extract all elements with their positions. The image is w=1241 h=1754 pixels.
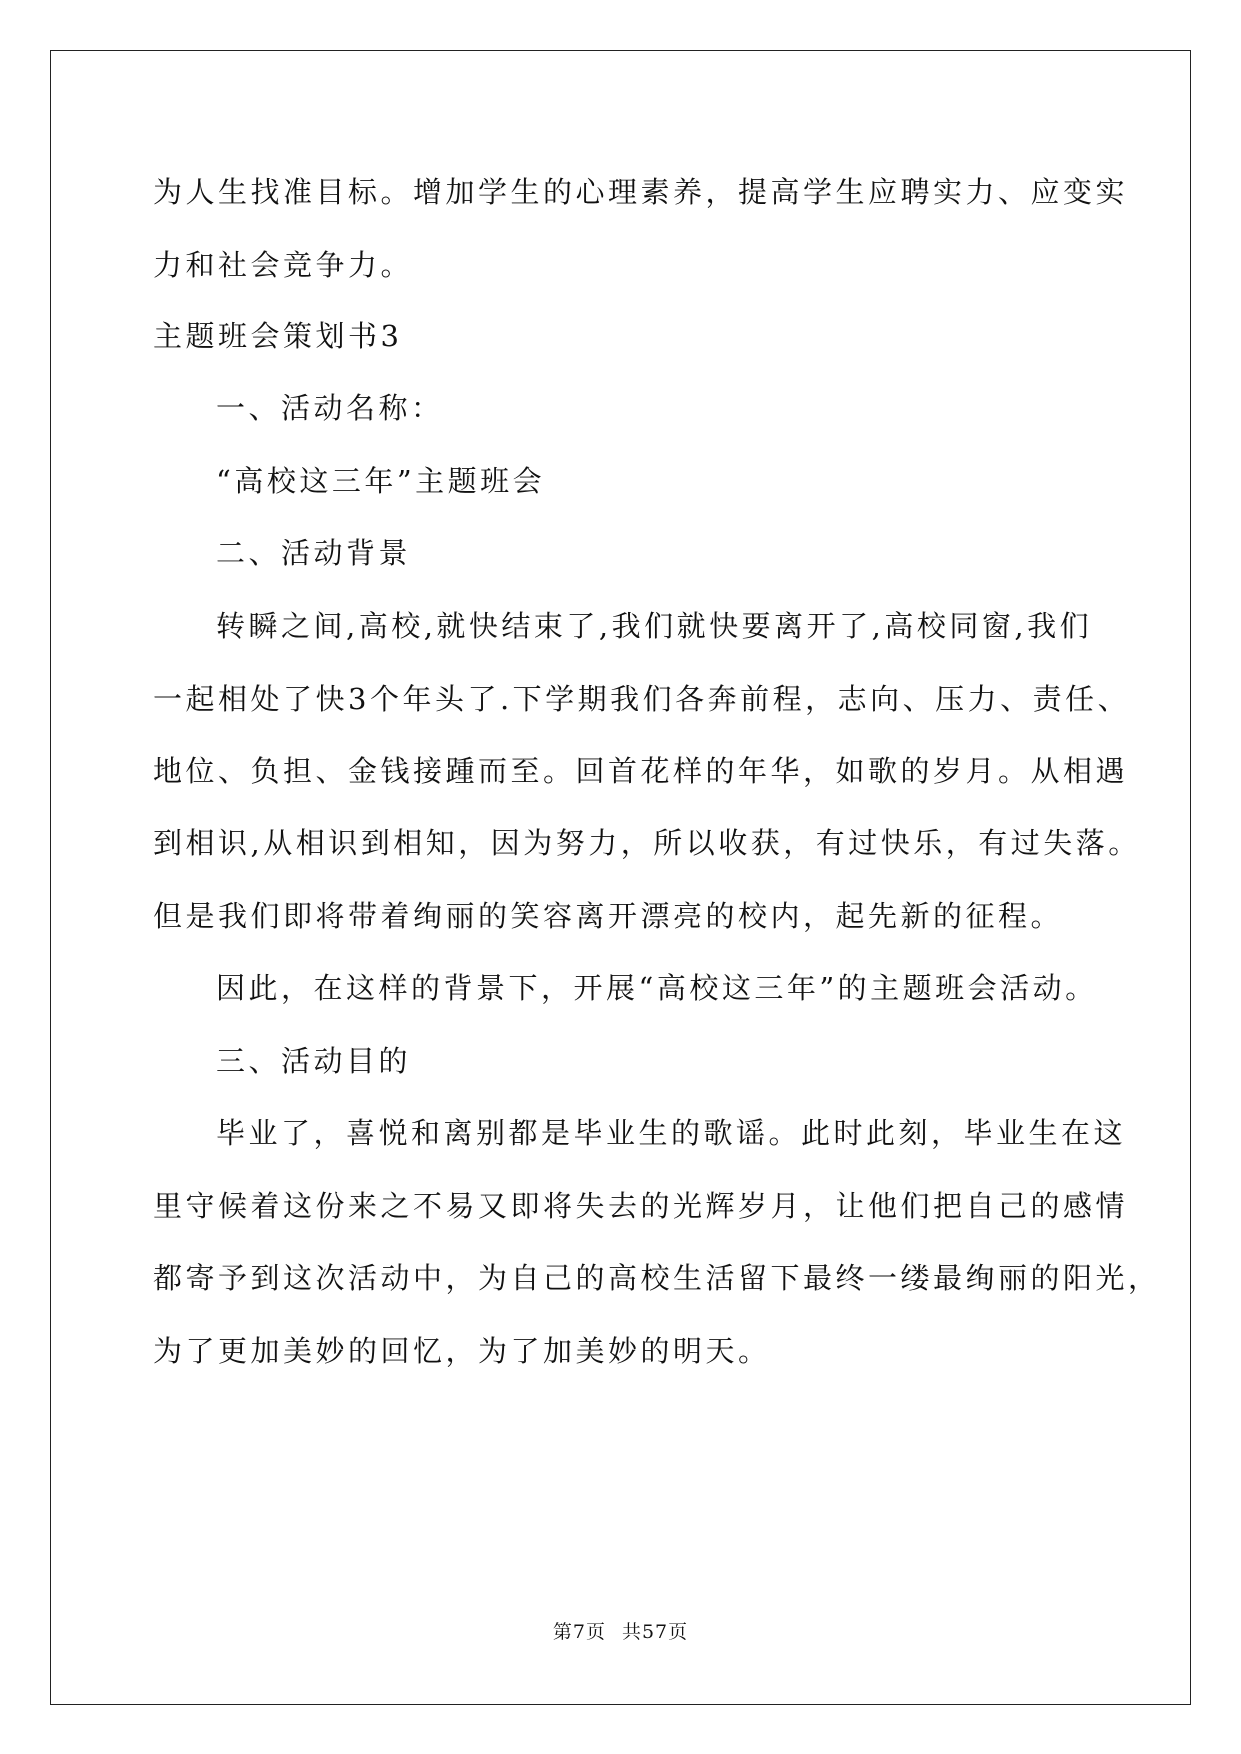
text-line: 都寄予到这次活动中，为自己的高校生活留下最终一缕最绚丽的阳光， — [153, 1261, 1161, 1295]
text-line: 到相识,从相识到相知，因为努力，所以收获，有过快乐，有过失落。 — [153, 826, 1141, 860]
text-line: 地位、负担、金钱接踵而至。回首花样的年华，如歌的岁月。从相遇 — [153, 754, 1129, 788]
page-total: 共57页 — [621, 1621, 689, 1643]
text-line: 里守候着这份来之不易又即将失去的光辉岁月，让他们把自己的感情 — [153, 1189, 1129, 1223]
page-border — [50, 50, 1191, 1705]
section-title: 主题班会策划书3 — [153, 319, 403, 353]
text-line: 为了更加美妙的回忆，为了加美妙的明天。 — [153, 1334, 771, 1368]
text-line: 毕业了，喜悦和离别都是毕业生的歌谣。此时此刻，毕业生在这 — [216, 1116, 1127, 1150]
heading-2: 二、活动背景 — [216, 536, 412, 570]
text-line: 力和社会竞争力。 — [153, 248, 414, 282]
page-footer — [0, 1617, 1241, 1644]
text-line: 一起相处了快3个年头了.下学期我们各奔前程，志向、压力、责任、 — [153, 682, 1131, 716]
text-line: “高校这三年”主题班会 — [216, 464, 546, 498]
heading-1: 一、活动名称： — [216, 391, 444, 425]
text-line: 转瞬之间,高校,就快结束了,我们就快要离开了,高校同窗,我们 — [216, 609, 1093, 643]
page-number: 第7页 — [552, 1621, 606, 1643]
text-line: 但是我们即将带着绚丽的笑容离开漂亮的校内，起先新的征程。 — [153, 899, 1064, 933]
text-line: 因此，在这样的背景下，开展“高校这三年”的主题班会活动。 — [216, 971, 1098, 1005]
heading-3: 三、活动目的 — [216, 1044, 412, 1078]
text-line: 为人生找准目标。增加学生的心理素养，提高学生应聘实力、应变实 — [153, 175, 1129, 209]
